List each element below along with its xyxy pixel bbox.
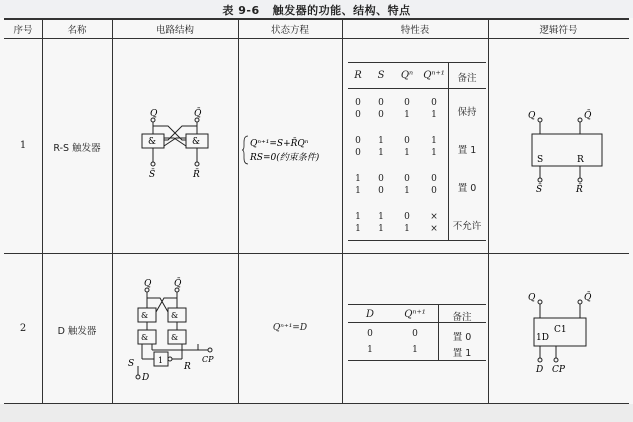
header-circuit: 电路结构 bbox=[155, 25, 194, 36]
rs-tt-cell: 1 bbox=[355, 224, 361, 234]
rs-sym-qbar: Q̄ bbox=[584, 111, 592, 121]
d-tt-h-d: D bbox=[365, 309, 375, 320]
d-tt-note: 置 0 bbox=[452, 332, 472, 343]
rs-tt-cell: 1 bbox=[378, 212, 384, 222]
caption-number: 表 9-6 bbox=[222, 4, 260, 17]
page-footer-band bbox=[0, 404, 633, 422]
d-qbar-label: Q̄ bbox=[174, 279, 182, 289]
rs-s-label: S̄ bbox=[149, 170, 156, 180]
rs-tt-cell: 0 bbox=[355, 148, 361, 158]
rs-tt-cell: 1 bbox=[404, 110, 410, 120]
caption-title: 触发器的功能、结构、特点 bbox=[272, 4, 411, 17]
col-sep-2 bbox=[112, 18, 113, 404]
row-separator bbox=[4, 253, 629, 254]
rs-tt-cell: 1 bbox=[378, 148, 384, 158]
header-table: 特性表 bbox=[400, 25, 430, 36]
rs-tt-cell: 0 bbox=[355, 110, 361, 120]
rs-qbar-label: Q̄ bbox=[194, 109, 202, 119]
rs-logic-symbol bbox=[522, 106, 612, 192]
rs-tt-cell: 0 bbox=[404, 136, 410, 146]
d-sym-d-in: 1D bbox=[536, 333, 549, 343]
rs-tt-cell: 1 bbox=[404, 186, 410, 196]
rs-tt-cell: 0 bbox=[355, 136, 361, 146]
d-d-label: D bbox=[142, 373, 150, 382]
rs-gate-right-label: & bbox=[192, 137, 201, 147]
rs-tt-note: 保持 bbox=[457, 107, 477, 118]
rs-tt-cell: 0 bbox=[378, 186, 384, 196]
d-tt-cell: 1 bbox=[367, 345, 373, 355]
d-q-label: Q bbox=[144, 279, 152, 289]
d-gate-label: & bbox=[171, 311, 179, 320]
rs-tt-h-s: S bbox=[377, 70, 385, 81]
flipflop-table bbox=[4, 18, 629, 404]
d-sym-qbar: Q̄ bbox=[584, 293, 592, 303]
rs-tt-cell: 0 bbox=[431, 98, 437, 108]
rs-tt-h-note: 备注 bbox=[457, 73, 477, 84]
rs-sym-s: S̄ bbox=[536, 185, 543, 192]
rs-tt-cell: 0 bbox=[355, 98, 361, 108]
d-inverter-label: 1 bbox=[158, 356, 164, 365]
rs-tt-cell: 0 bbox=[378, 174, 384, 184]
col-sep-3 bbox=[238, 18, 239, 404]
rs-tt-cell: 0 bbox=[431, 186, 437, 196]
rs-tt-cell: 1 bbox=[431, 136, 437, 146]
rs-tt-cell: 1 bbox=[378, 136, 384, 146]
d-tt-cell: 1 bbox=[412, 345, 418, 355]
rs-circuit-diagram bbox=[124, 96, 228, 196]
rs-tt-cell: 1 bbox=[404, 224, 410, 234]
col-sep-5 bbox=[488, 18, 489, 404]
rs-tt-cell: 0 bbox=[378, 98, 384, 108]
d-sym-q: Q bbox=[528, 293, 536, 303]
rs-sym-r-in: R bbox=[577, 155, 584, 165]
d-gate-label: & bbox=[171, 333, 179, 342]
d-circuit-diagram bbox=[120, 270, 230, 382]
col-sep-1 bbox=[42, 18, 43, 404]
d-equation: Qⁿ⁺¹=D bbox=[272, 323, 308, 333]
d-tt-note: 置 1 bbox=[452, 348, 472, 359]
rs-equation-brace bbox=[242, 134, 342, 166]
d-logic-symbol bbox=[522, 288, 612, 376]
d-r-label: R bbox=[184, 362, 191, 372]
header-name: 名称 bbox=[67, 25, 87, 36]
rs-tt-cell: × bbox=[430, 212, 438, 222]
d-gate-label: & bbox=[141, 333, 149, 342]
d-tt-h-qn1: Qⁿ⁺¹ bbox=[404, 309, 426, 320]
rs-tt-note: 置 0 bbox=[457, 183, 477, 194]
header-rule bbox=[4, 38, 629, 39]
rs-tt-note: 不允许 bbox=[452, 221, 482, 232]
rs-tt-cell: 1 bbox=[431, 148, 437, 158]
rs-tt-cell: 1 bbox=[355, 174, 361, 184]
rs-tt-cell: 0 bbox=[404, 212, 410, 222]
rs-tt-h-qn: Qⁿ bbox=[400, 70, 414, 81]
table-top-rule bbox=[4, 18, 629, 20]
rs-tt-cell: 1 bbox=[355, 212, 361, 222]
rs-tt-note: 置 1 bbox=[457, 145, 477, 156]
rs-tt-cell: 0 bbox=[404, 98, 410, 108]
rs-tt-cell: 1 bbox=[355, 186, 361, 196]
d-s-label: S bbox=[128, 359, 135, 369]
row1-no: 1 bbox=[19, 140, 27, 151]
header-no: 序号 bbox=[13, 25, 33, 36]
d-sym-cp: CP bbox=[552, 365, 565, 375]
rs-tt-top bbox=[348, 62, 486, 63]
rs-tt-h-r: R bbox=[354, 70, 362, 81]
header-symbol: 逻辑符号 bbox=[539, 25, 578, 36]
d-cp-label: CP bbox=[202, 355, 214, 364]
d-tt-cell: 0 bbox=[367, 329, 373, 339]
rs-tt-cell: 0 bbox=[431, 174, 437, 184]
d-tt-cell: 0 bbox=[412, 329, 418, 339]
rs-sym-r: R̄ bbox=[576, 185, 583, 192]
row2-no: 2 bbox=[19, 323, 27, 334]
d-tt-h-note: 备注 bbox=[452, 312, 472, 323]
rs-tt-h-qn1: Qⁿ⁺¹ bbox=[423, 70, 445, 81]
rs-q-label: Q bbox=[150, 109, 158, 119]
rs-tt-cell: 1 bbox=[431, 110, 437, 120]
rs-tt-bottom bbox=[348, 240, 486, 241]
table-caption bbox=[0, 2, 633, 18]
rs-equation-line2: RS=0(约束条件) bbox=[250, 153, 320, 163]
rs-r-label: R̄ bbox=[193, 170, 200, 180]
d-gate-label: & bbox=[141, 311, 149, 320]
row2-name: D 触发器 bbox=[57, 326, 97, 337]
d-tt-top bbox=[348, 304, 486, 305]
col-sep-4 bbox=[342, 18, 343, 404]
header-equation: 状态方程 bbox=[270, 25, 309, 36]
d-sym-c-in: C1 bbox=[554, 325, 567, 335]
rs-tt-cell: 0 bbox=[404, 174, 410, 184]
rs-gate-left-label: & bbox=[148, 137, 157, 147]
row1-name: R-S 触发器 bbox=[53, 143, 101, 154]
d-sym-d: D bbox=[536, 365, 544, 375]
rs-tt-head-rule bbox=[348, 88, 486, 89]
d-tt-bottom bbox=[348, 360, 486, 361]
rs-sym-s-in: S bbox=[537, 155, 544, 165]
rs-tt-cell: × bbox=[430, 224, 438, 234]
rs-equation-line1: Qⁿ⁺¹=S+R̄Qⁿ bbox=[250, 139, 309, 149]
rs-tt-cell: 1 bbox=[378, 224, 384, 234]
rs-sym-q: Q bbox=[528, 111, 536, 121]
rs-tt-cell: 0 bbox=[378, 110, 384, 120]
rs-tt-cell: 1 bbox=[404, 148, 410, 158]
